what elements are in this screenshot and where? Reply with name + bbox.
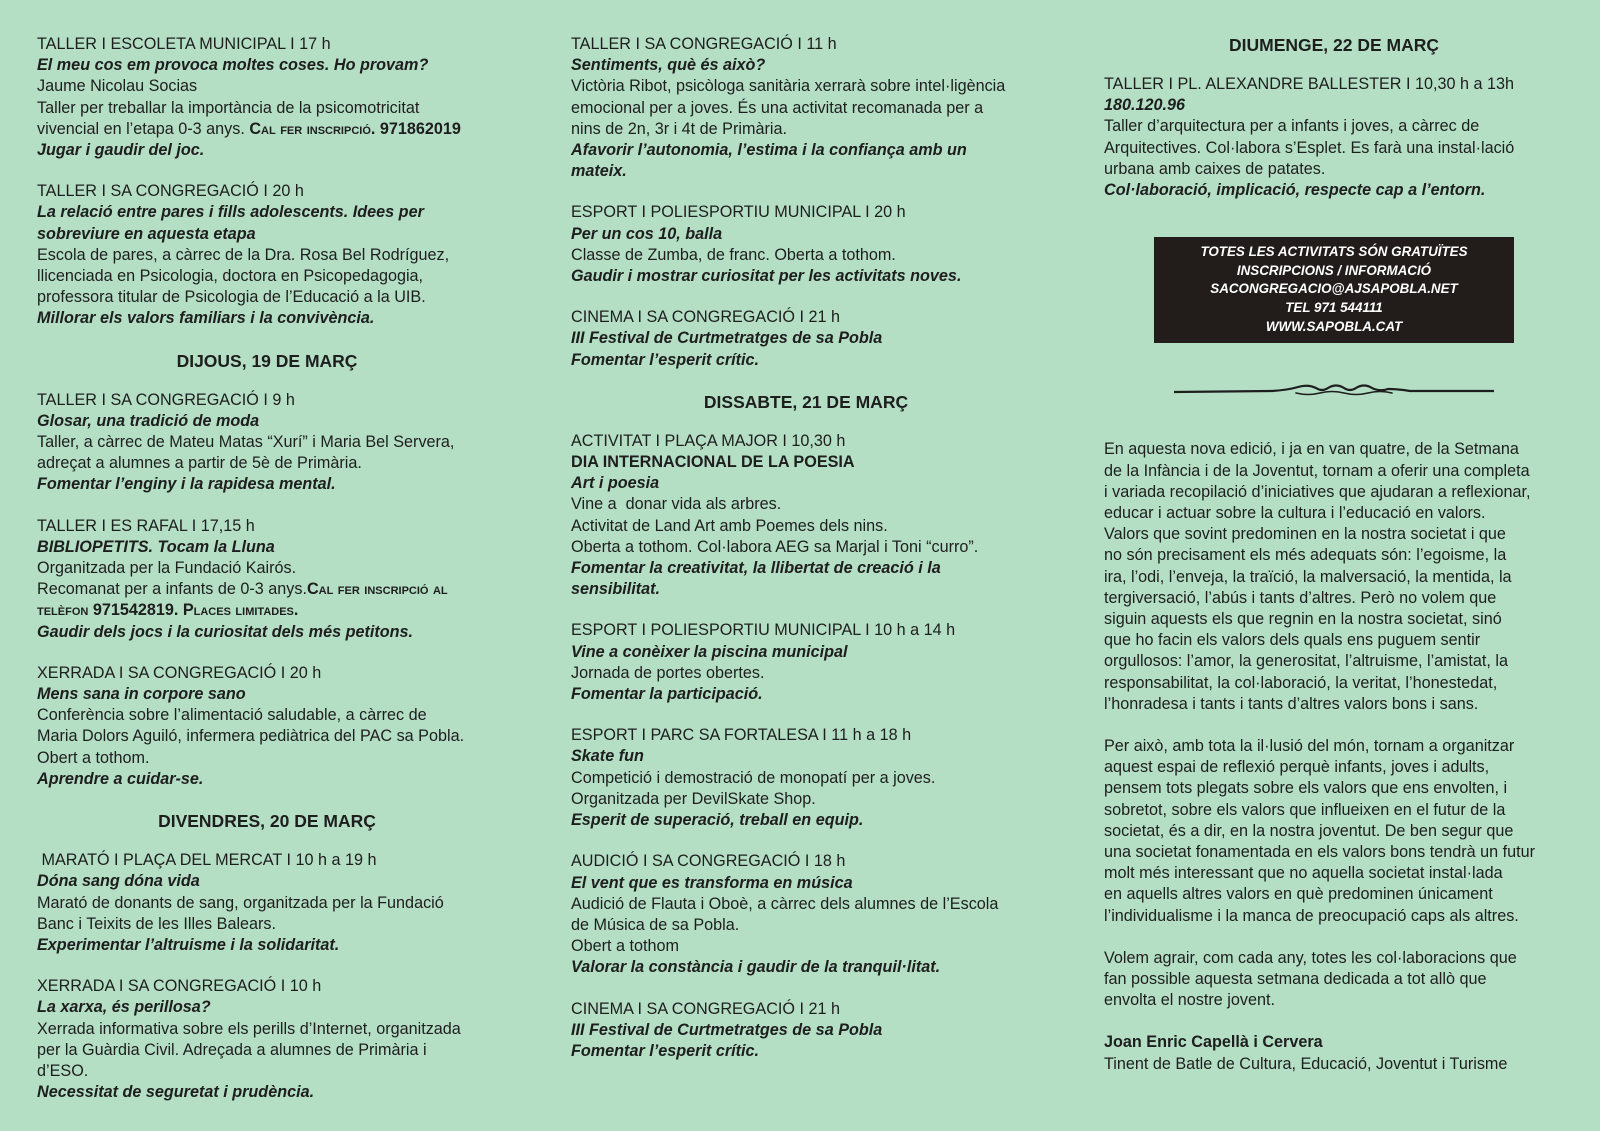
event-person: Jaume Nicolau Socias [37, 77, 198, 96]
event-description: Taller per treballar la importància de la psicomotricitat [37, 98, 420, 117]
event-value: Afavorir l’autonomia, l’estima i la confiança amb un [571, 141, 967, 160]
event-value: Col·laboració, implicació, respecte cap a l’entorn. [1104, 181, 1486, 200]
event-title: La xarxa, és perillosa? [37, 998, 211, 1017]
column-2 [571, 34, 1041, 1082]
event-escola-pares [37, 181, 497, 329]
event-value: Necessitat de seguretat i prudència. [37, 1083, 315, 1102]
text-line: en aquells altres valors en què predominen únicament [1104, 885, 1493, 904]
ornament-divider [1174, 383, 1494, 399]
event-description: llicenciada en Psicologia, doctora en Psicopedagogia, [37, 267, 424, 286]
event-cinema-friday [571, 307, 1041, 371]
event-title: III Festival de Curtmetratges de sa Pobla [571, 1020, 883, 1039]
event-description: de Música de sa Pobla. [571, 915, 740, 934]
event-description [37, 579, 497, 600]
event-title: Dóna sang dóna vida [37, 872, 200, 891]
event-description: Vine a donar vida als arbres. [571, 495, 782, 514]
day-heading-saturday: DISSABTE, 21 DE MARÇ [703, 391, 909, 412]
event-sentiments [571, 34, 1041, 182]
event-value: Jugar i gaudir del joc. [37, 141, 205, 160]
event-value: Esperit de superació, treball en equip. [571, 811, 864, 830]
event-subtitle: DIA INTERNACIONAL DE LA POESIA [571, 453, 855, 472]
event-escoleta [37, 34, 497, 161]
event-header: TALLER I ES RAFAL I 17,15 h [37, 516, 255, 535]
event-description: Organitzada per DevilSkate Shop. [571, 789, 816, 808]
event-value: Millorar els valors familiars i la convivència. [37, 309, 375, 328]
event-header: TALLER I SA CONGREGACIÓ I 11 h [571, 35, 837, 53]
text-line: tergiversació, l’abús i tants d’altres. Però no volem que [1104, 588, 1497, 607]
event-header: TALLER I SA CONGREGACIÓ I 9 h [37, 390, 295, 409]
info-website[interactable]: WWW.SAPOBLA.CAT [1265, 318, 1403, 334]
event-description [37, 119, 497, 140]
text-line: Volem agrair, com cada any, totes les col·laboracions que [1104, 948, 1517, 967]
event-value: Fomentar la participació. [571, 685, 763, 704]
event-header: CINEMA I SA CONGREGACIÓ I 21 h [571, 308, 840, 327]
event-description: Arquitectives. Col·labora s’Esplet. Es farà una instal·lació [1104, 138, 1515, 157]
event-description: Banc i Teixits de les Illes Balears. [37, 914, 277, 933]
event-title: Sentiments, què és això? [571, 56, 766, 75]
info-phone: TEL 971 544111 [1285, 300, 1383, 315]
text-line: Per això, amb tota la il·lusió del món, tornam a organitzar [1104, 737, 1515, 756]
event-value: Valorar la constància i gaudir de la tranquil·litat. [571, 958, 941, 977]
event-description: nins de 2n, 3r i 4t de Primària. [571, 119, 787, 138]
intro-text [1104, 439, 1564, 1074]
text-line: educar i actuar sobre la cultura i l’educació en valors. [1104, 504, 1486, 522]
event-description: adreçat a alumnes a partir de 5è de Primària. [37, 454, 362, 473]
event-value: mateix. [571, 162, 627, 181]
event-art-poesia [571, 431, 1041, 601]
event-title: La relació entre pares i fills adolescents. Idees per [37, 203, 424, 222]
info-free-activities: TOTES LES ACTIVITATS SÓN GRATUÏTES [1200, 244, 1468, 260]
event-piscina [571, 620, 1041, 705]
event-description: d’ESO. [37, 1061, 89, 1080]
day-heading-sunday: DIUMENGE, 22 DE MARÇ [1228, 35, 1440, 55]
event-header: AUDICIÓ I SA CONGREGACIÓ I 18 h [571, 852, 846, 871]
text-line: molt més interessant que no aquella societat instal·lada [1104, 864, 1503, 883]
text-line: de la Infància i de la Joventut, tornam a oferir una completa [1104, 461, 1530, 480]
intro-paragraph-1 [1104, 439, 1564, 715]
event-header: TALLER I SA CONGREGACIÓ I 20 h [37, 182, 304, 201]
registration-note: telèfon 971542819. Places limitades. [37, 601, 299, 620]
event-value: Fomentar l’esperit crític. [571, 1041, 760, 1060]
event-title: BIBLIOPETITS. Tocam la Lluna [37, 537, 275, 556]
event-marato [37, 850, 497, 956]
event-description: Maria Dolors Aguiló, infermera pediàtrica del PAC sa Pobla. [37, 727, 465, 746]
text-line: una societat fonamentada en els valors bons tendrà un futur [1104, 843, 1536, 862]
event-title: Vine a conèixer la piscina municipal [571, 642, 848, 661]
event-description: Activitat de Land Art amb Poemes dels nins. [571, 516, 888, 535]
text-line: que ho facin els valors dels quals ens puguem sentir [1104, 631, 1481, 650]
event-description: Escola de pares, a càrrec de la Dra. Rosa Bel Rodríguez, [37, 245, 450, 264]
event-header: MARATÓ I PLAÇA DEL MERCAT I 10 h a 19 h [37, 851, 377, 870]
event-skate [571, 725, 1041, 831]
event-value: Experimentar l’altruisme i la solidaritat. [37, 935, 340, 954]
event-header: TALLER I PL. ALEXANDRE BALLESTER I 10,30 h a 13h [1104, 75, 1514, 93]
event-glosar [37, 390, 497, 496]
event-value: sensibilitat. [571, 580, 661, 599]
signature [1104, 1032, 1564, 1074]
event-title: 180.120.96 [1104, 96, 1186, 115]
event-description: per la Guàrdia Civil. Adreçada a alumnes de Primària i [37, 1040, 427, 1059]
day-heading-thursday: DIJOUS, 19 DE MARÇ [176, 350, 358, 371]
text-line: fan possible aquesta setmana dedicada a tot allò que [1104, 970, 1487, 989]
event-value: Fomentar la creativitat, la llibertat de creació i la [571, 559, 941, 578]
event-mens-sana [37, 663, 497, 790]
event-description: Organitzada per la Fundació Kairós. [37, 559, 297, 578]
event-value: Gaudir dels jocs i la curiositat dels més petitons. [37, 622, 414, 641]
event-zumba [571, 202, 1041, 287]
event-title: Mens sana in corpore sano [37, 685, 246, 704]
event-description: Oberta a tothom. Col·labora AEG sa Marjal i Toni “curro”. [571, 537, 979, 556]
event-description: Audició de Flauta i Oboè, a càrrec dels alumnes de l’Escola [571, 894, 999, 913]
event-description: Obert a tothom [571, 937, 679, 956]
event-description: emocional per a joves. És una activitat recomanada per a [571, 98, 984, 117]
intro-paragraph-3 [1104, 948, 1564, 1012]
event-header: ACTIVITAT I PLAÇA MAJOR I 10,30 h [571, 431, 846, 450]
text-line: Valors que sovint predominen en la nostra societat i que [1104, 525, 1506, 544]
text-line: envolta el nostre jovent. [1104, 991, 1275, 1010]
event-description: Jornada de portes obertes. [571, 663, 765, 682]
info-registration: INSCRIPCIONS / INFORMACIÓ [1236, 262, 1432, 278]
event-value: Gaudir i mostrar curiositat per les activitats noves. [571, 267, 962, 286]
text-line: sobretot, sobre els valors que influeixen en el futur de la [1104, 800, 1506, 819]
signature-name: Joan Enric Capellà i Cervera [1104, 1033, 1323, 1052]
column-3 [1104, 34, 1564, 1075]
text-line: orgullosos: l’amor, la generositat, l’altruisme, l’amistat, la [1104, 652, 1508, 671]
info-email[interactable]: SACONGREGACIO@AJSAPOBLA.NET [1210, 281, 1458, 297]
event-description-text: Recomanat per a infants de 0-3 anys. [37, 580, 307, 599]
event-value: Fomentar l’esperit crític. [571, 350, 760, 369]
registration-note: Cal fer inscripció al [306, 580, 448, 599]
event-arquitectura [1104, 74, 1564, 201]
event-description-text: vivencial en l’etapa 0-3 anys. [37, 119, 250, 138]
info-box [1154, 237, 1514, 343]
intro-paragraph-2 [1104, 736, 1564, 927]
event-title: III Festival de Curtmetratges de sa Pobla [571, 329, 883, 348]
event-value: Fomentar l’enginy i la rapidesa mental. [37, 475, 336, 494]
event-title: Glosar, una tradició de moda [37, 411, 260, 430]
text-line: i variada recopilació d’iniciatives que ajudaran a reflexionar, [1104, 482, 1531, 501]
event-title: El vent que es transforma en música [571, 873, 853, 892]
event-description: Xerrada informativa sobre els perills d’Internet, organitzada [37, 1019, 461, 1038]
event-audicio [571, 851, 1041, 978]
event-description: professora titular de Psicologia de l’Educació a la UIB. [37, 288, 426, 307]
event-value: Aprendre a cuidar-se. [37, 769, 204, 788]
event-description: Obert a tothom. [37, 748, 150, 767]
text-line: l’individualisme i la manca de preocupació caps als altres. [1104, 906, 1519, 925]
event-header: ESPORT I POLIESPORTIU MUNICIPAL I 20 h [571, 203, 906, 222]
registration-note: Cal fer inscripció. 971862019 [249, 119, 461, 138]
event-description: Victòria Ribot, psicòloga sanitària xerrarà sobre intel·ligència [571, 77, 1006, 96]
event-header: TALLER I ESCOLETA MUNICIPAL I 17 h [37, 35, 331, 53]
event-header: CINEMA I SA CONGREGACIÓ I 21 h [571, 999, 840, 1018]
event-title: Per un cos 10, balla [571, 224, 723, 243]
text-line: l’honradesa i tants i tants d’altres valors bons i sans. [1104, 694, 1479, 713]
text-line: responsabilitat, la col·laboració, la veritat, l’honestedat, [1104, 673, 1498, 692]
event-description: Classe de Zumba, de franc. Oberta a tothom. [571, 245, 896, 264]
event-description: Taller d’arquitectura per a infants i joves, a càrrec de [1104, 117, 1480, 136]
event-description: Competició i demostració de monopatí per a joves. [571, 768, 936, 787]
event-xarxa [37, 976, 497, 1103]
event-title: Skate fun [571, 747, 644, 766]
text-line: aquest espai de reflexió perquè infants, joves i adults, [1104, 758, 1490, 777]
event-header: ESPORT I PARC SA FORTALESA I 11 h a 18 h [571, 726, 912, 745]
event-header: XERRADA I SA CONGREGACIÓ I 20 h [37, 663, 322, 682]
text-line: societat, és a dir, en la nostra joventut. De ben segur que [1104, 821, 1514, 840]
event-title: Art i poesia [571, 474, 660, 493]
signature-role: Tinent de Batle de Cultura, Educació, Joventut i Turisme [1104, 1054, 1508, 1073]
event-description: Marató de donants de sang, organitzada per la Fundació [37, 893, 444, 912]
event-title: sobreviure en aquesta etapa [37, 224, 256, 243]
event-description: Conferència sobre l’alimentació saludable, a càrrec de [37, 706, 427, 725]
event-description: Taller, a càrrec de Mateu Matas “Xurí” i Maria Bel Servera, [37, 433, 455, 452]
text-line: no són precisament els més adequats són: l’egoisme, la [1104, 546, 1507, 565]
text-line: siguin aquests els que regnin en la nostra societat, sinó [1104, 610, 1502, 629]
event-bibliopetits [37, 516, 497, 643]
column-1 [37, 34, 497, 1123]
event-header: ESPORT I POLIESPORTIU MUNICIPAL I 10 h a 14 h [571, 621, 956, 640]
text-line: ira, l’odi, l’enveja, la traïció, la malversació, la mentida, la [1104, 567, 1512, 586]
text-line: pensem tots plegats sobre els valors que ens envolten, i [1104, 779, 1508, 798]
event-header: XERRADA I SA CONGREGACIÓ I 10 h [37, 977, 322, 996]
event-title: El meu cos em provoca moltes coses. Ho provam? [37, 56, 429, 75]
event-cinema-saturday [571, 999, 1041, 1063]
event-description: urbana amb caixes de patates. [1104, 159, 1326, 178]
text-line: En aquesta nova edició, i ja en van quatre, de la Setmana [1104, 440, 1519, 459]
day-heading-friday: DIVENDRES, 20 DE MARÇ [158, 811, 376, 832]
